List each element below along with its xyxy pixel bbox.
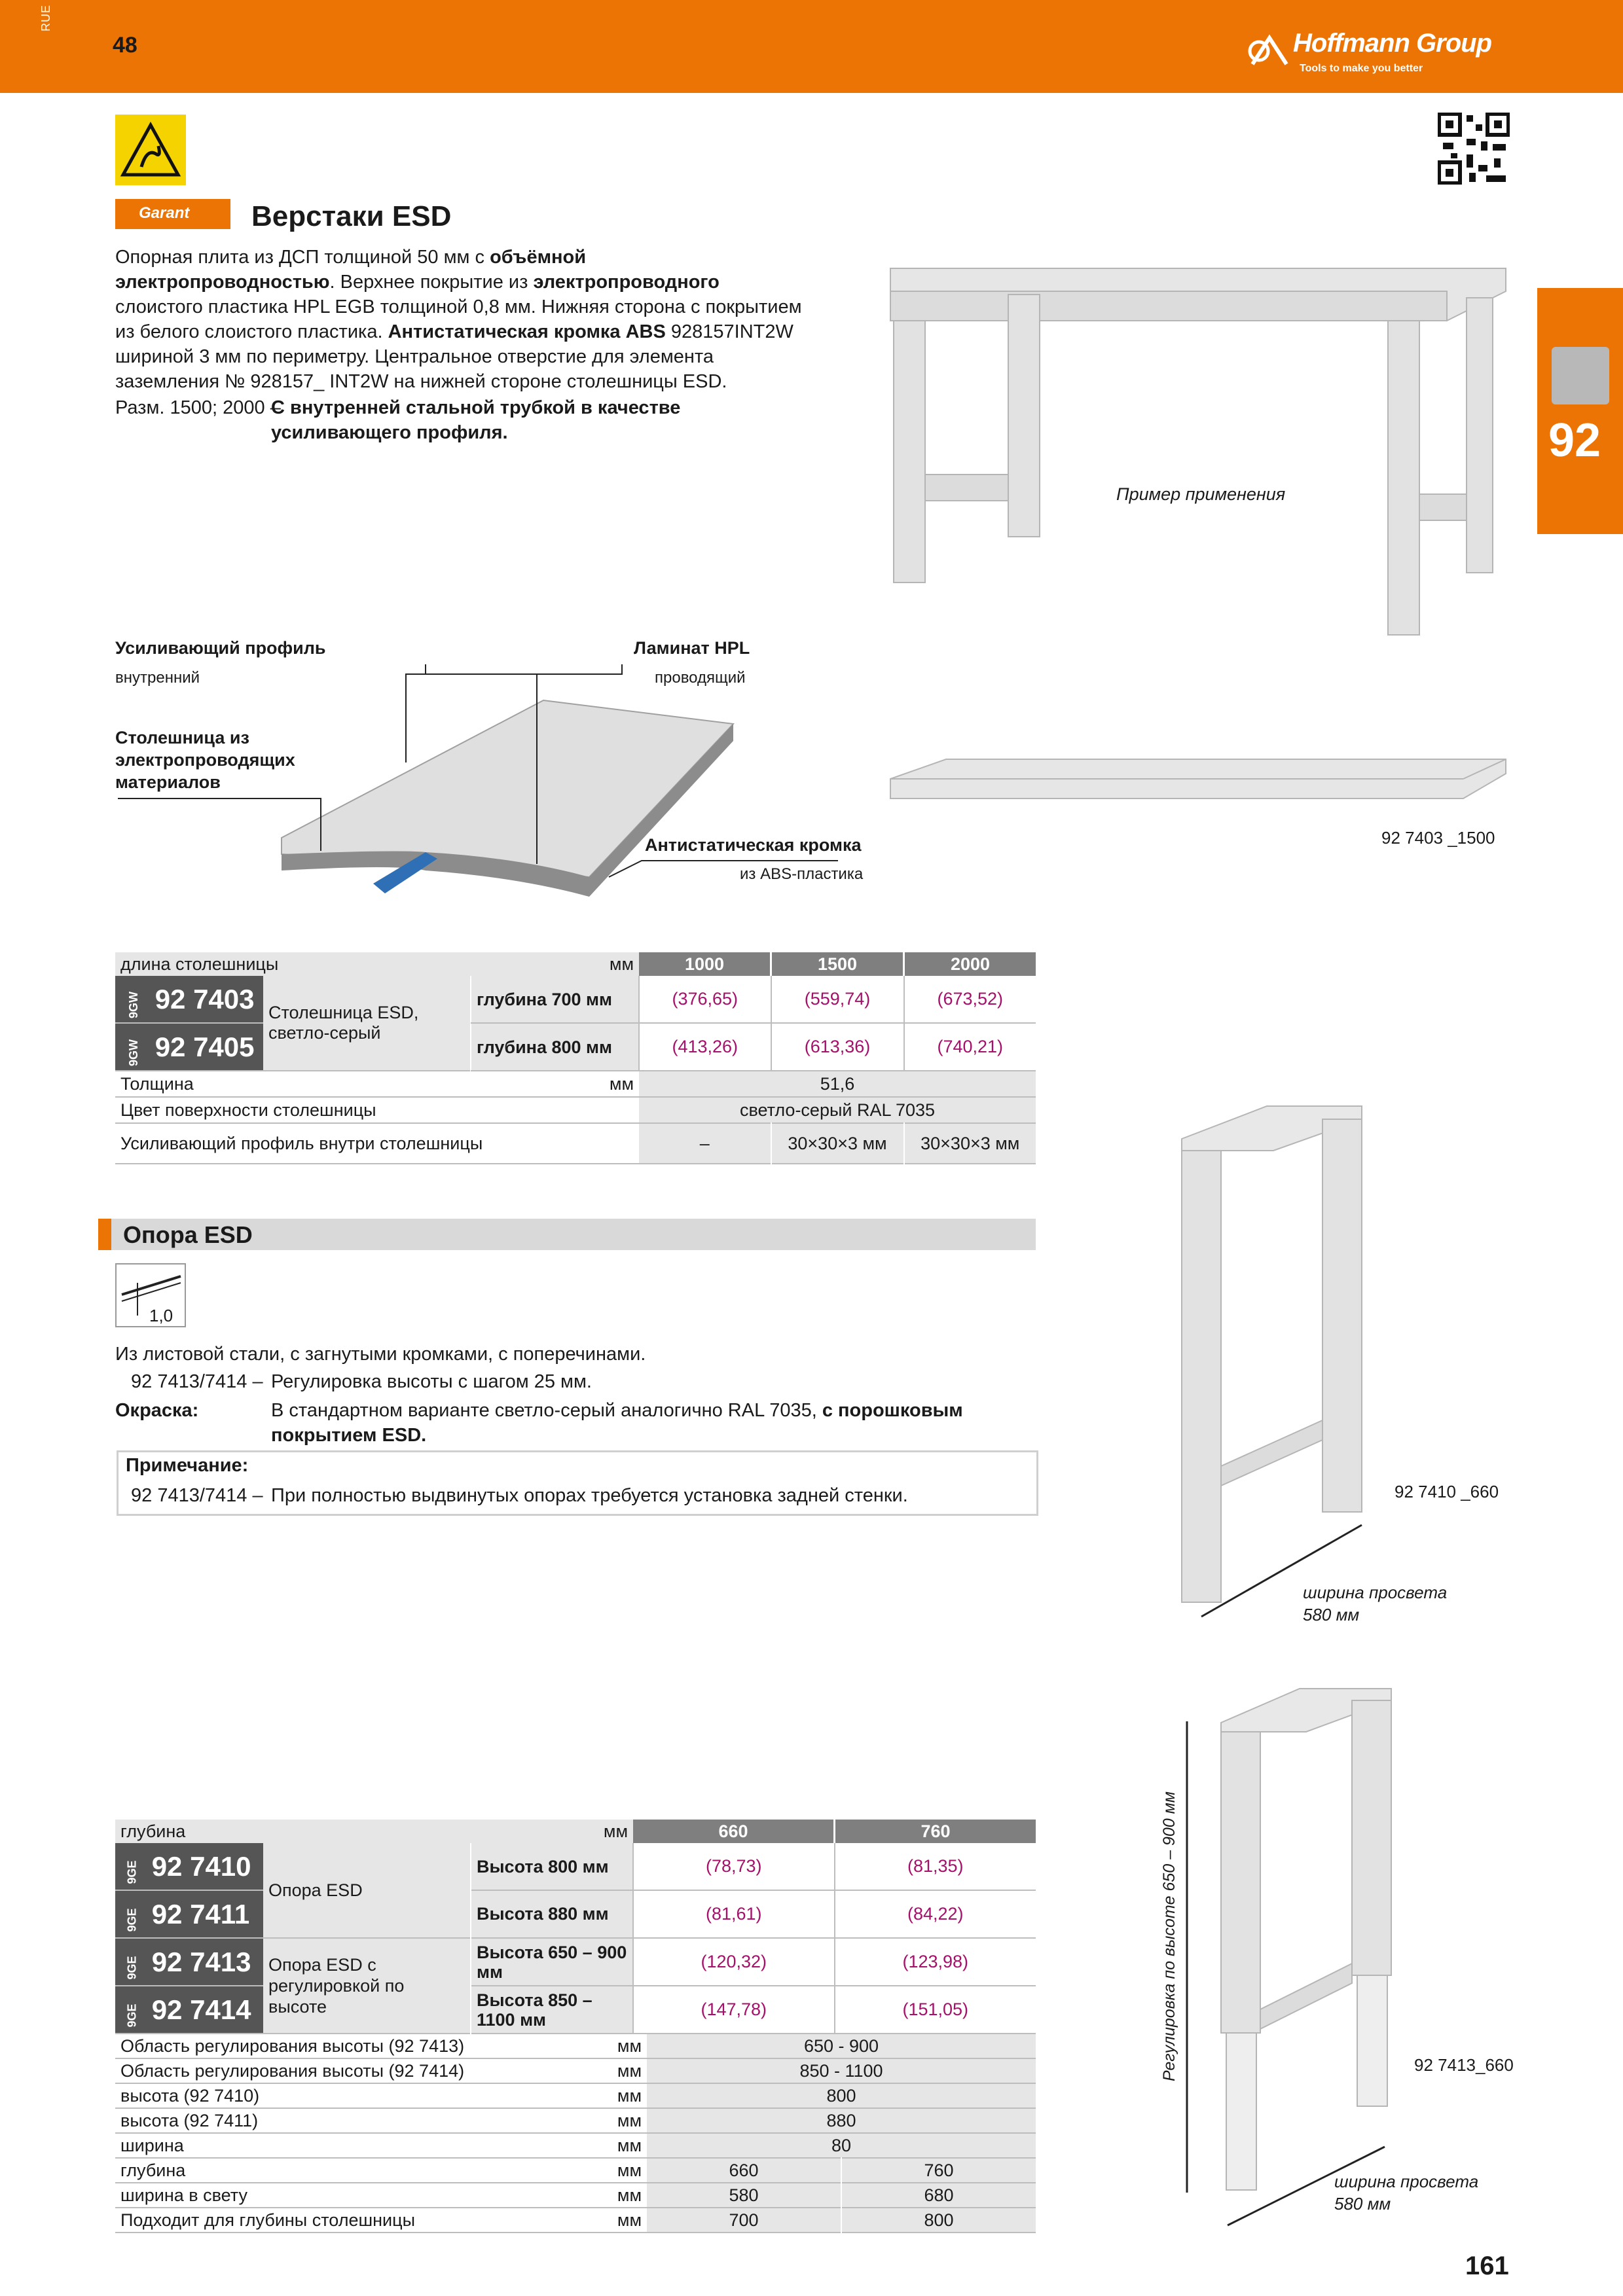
table2-spec: Высота 800 мм: [471, 1843, 633, 1890]
prop-row: [115, 2083, 1036, 2108]
support-adj-label: 92 7413/7414 –: [131, 1371, 263, 1392]
prop-unit: мм: [617, 2185, 642, 2205]
prop-row: [115, 2158, 1036, 2183]
table1-spec: глубина 800 мм: [471, 1023, 639, 1071]
example-caption: Пример применения: [1116, 484, 1286, 504]
prop-unit: мм: [617, 2160, 642, 2180]
price-cell: (78,73): [633, 1843, 835, 1890]
support-image-1-width: ширина просвета: [1303, 1583, 1448, 1602]
prop-unit: мм: [617, 2060, 642, 2081]
prop-label: ширина в свету: [120, 2185, 247, 2205]
table-row: 9GE 92 7414: [115, 1986, 263, 2034]
table2-desc: Опора ESD с регулировкой по высоте: [263, 1938, 471, 2034]
prop-unit: мм: [617, 2036, 642, 2056]
table-row: 9GW 92 7405: [115, 1023, 263, 1071]
sheet-thickness-value: 1,0: [149, 1306, 173, 1325]
price-cell: (81,35): [835, 1843, 1036, 1890]
table1-spec: глубина 700 мм: [471, 976, 639, 1023]
price-cell: (559,74): [771, 976, 904, 1023]
table-row: 9GE 92 7410: [115, 1843, 263, 1890]
workbench-description: [115, 245, 809, 394]
price-cell: (376,65): [639, 976, 771, 1023]
esd-warning-icon: [115, 115, 186, 185]
prop-value: 680: [841, 2183, 1036, 2208]
prop-row: [115, 2183, 1036, 2208]
paint-label: Окраска:: [115, 1400, 199, 1421]
prop-value: 850 - 1100: [647, 2058, 1036, 2083]
price-cell: (120,32): [633, 1938, 835, 1986]
table2-col-660: 660: [633, 1820, 835, 1843]
prop-value: 800: [841, 2208, 1036, 2233]
prop-label: Область регулирования высоты (92 7414): [120, 2060, 465, 2081]
prop-value: 660: [647, 2158, 841, 2183]
hoffmann-logo-icon: [1247, 34, 1293, 67]
prop-value: 580: [647, 2183, 841, 2208]
note-text: При полностью выдвинутых опорах требуется установка задней стенки.: [271, 1485, 908, 1506]
qr-code-icon: [1438, 113, 1510, 185]
size-text: С внутренней стальной трубкой в качестве усиливающего профиля.: [271, 397, 681, 443]
table2-spec: Высота 850 – 1100 мм: [471, 1986, 633, 2034]
price-cell: (151,05): [835, 1986, 1036, 2034]
table2-desc: Опора ESD: [263, 1843, 471, 1938]
table1-col-1500: 1500: [771, 952, 904, 976]
tabletop-caption: 92 7403 _1500: [1381, 828, 1495, 848]
support-props-table: [115, 2034, 1036, 2233]
table1-col-1000: 1000: [639, 952, 771, 976]
description-run: Опорная плита из ДСП толщиной 50 мм с: [115, 247, 490, 268]
workbench-image: [884, 259, 1512, 645]
description-run: объёмной электропроводностью: [115, 247, 587, 293]
note-title: Примечание:: [126, 1455, 249, 1476]
prop-row: [115, 2108, 1036, 2133]
prop-value: 30×30×3 мм: [904, 1123, 1036, 1164]
size-label: Разм. 1500; 2000 –: [115, 397, 281, 418]
prop-value: светло-серый RAL 7035: [639, 1097, 1036, 1123]
diagram-label-tabletop: Столешница из электропроводящих материалов: [115, 728, 295, 792]
paint-text: В стандартном варианте светло-серый аналогично RAL 7035, с порошковым покрытием ESD.: [271, 1400, 963, 1446]
tabletop-table: [115, 952, 1036, 1164]
prop-label: ширина: [120, 2135, 184, 2155]
support-image-2-height: Регулировка по высоте 650 – 900 мм: [1160, 1791, 1178, 2081]
support-image-2-width: ширина просвета: [1334, 2172, 1479, 2191]
description-run: . Верхнее покрытие из: [329, 272, 534, 293]
table-row: 9GW 92 7403: [115, 976, 263, 1023]
brand-name: Hoffmann Group: [1293, 29, 1492, 58]
table-row: 9GE 92 7413: [115, 1938, 263, 1986]
prop-unit: мм: [617, 2110, 642, 2130]
prop-row: [115, 2208, 1036, 2233]
prop-value: 880: [647, 2108, 1036, 2133]
tabletop-image: [887, 754, 1509, 806]
support-table: [115, 1820, 1036, 2233]
prop-value: 700: [647, 2208, 841, 2233]
prop-value: 30×30×3 мм: [771, 1123, 904, 1164]
support-intro: Из листовой стали, с загнутыми кромками, с поперечинами.: [115, 1344, 646, 1365]
page-number-top: 48: [113, 33, 137, 58]
prop-label: Подходит для глубины столешницы: [120, 2210, 415, 2230]
description-run: Антистатическая кромка ABS: [388, 321, 666, 342]
diagram-label-profile: Усиливающий профиль: [115, 638, 326, 658]
prop-unit: мм: [617, 2135, 642, 2155]
support-image-1-width2: 580 мм: [1303, 1605, 1360, 1624]
diagram-label-edge: Антистатическая кромка: [645, 835, 862, 855]
price-cell: (84,22): [835, 1890, 1036, 1938]
diagram-label-hpl-sub: проводящий: [655, 669, 746, 687]
prop-label: Усиливающий профиль внутри столешницы: [120, 1133, 483, 1153]
support-section-title: Опора ESD: [123, 1221, 253, 1248]
table1-header-unit: мм: [471, 952, 639, 976]
support-image-1: [1175, 1100, 1378, 1623]
prop-value: 80: [647, 2133, 1036, 2158]
prop-label: Толщина: [120, 1073, 194, 1094]
diagram-label-hpl: Ламинат HPL: [634, 638, 750, 658]
table2-spec: Высота 650 – 900 мм: [471, 1938, 633, 1986]
table1-desc: Столешница ESD, светло-серый: [263, 976, 471, 1071]
chapter-tab[interactable]: [1537, 288, 1623, 534]
price-cell: (613,36): [771, 1023, 904, 1071]
price-cell: (123,98): [835, 1938, 1036, 1986]
price-cell: (413,26): [639, 1023, 771, 1071]
prop-row: [115, 2058, 1036, 2083]
prop-label: глубина: [120, 2160, 186, 2180]
garant-logo: Garant: [115, 199, 230, 229]
prop-value: 51,6: [639, 1071, 1036, 1097]
diagram-label-edge-sub: из ABS-пластика: [740, 865, 864, 883]
brand-tagline: Tools to make you better: [1300, 63, 1423, 74]
prop-value: 760: [841, 2158, 1036, 2183]
prop-label: Область регулирования высоты (92 7413): [120, 2036, 465, 2056]
prop-value: –: [639, 1123, 771, 1164]
table2-spec: Высота 880 мм: [471, 1890, 633, 1938]
table2-header-label: глубина: [115, 1820, 471, 1843]
description-run: электропроводного: [533, 272, 720, 293]
note-label: 92 7413/7414 –: [131, 1485, 263, 1506]
support-image-1-caption: 92 7410 _660: [1395, 1482, 1499, 1501]
support-adj-text: Регулировка высоты с шагом 25 мм.: [271, 1371, 592, 1392]
price-cell: (81,61): [633, 1890, 835, 1938]
prop-value: 650 - 900: [647, 2034, 1036, 2058]
prop-label: высота (92 7410): [120, 2085, 260, 2106]
table-row: 9GE 92 7411: [115, 1890, 263, 1938]
prop-label: Цвет поверхности столешницы: [120, 1100, 376, 1120]
description-run: слоистого пластика HPL EGB толщиной 0,8 мм. Нижняя сторона с покрытием из белого слоистого пластика.: [115, 296, 802, 342]
description-run: 928157INT2W шириной 3 мм по периметру. Центральное отверстие для элемента заземления № 928157_ INT2W на нижней стороне столешницы ESD.: [115, 321, 793, 392]
price-cell: (740,21): [904, 1023, 1036, 1071]
price-cell: (147,78): [633, 1986, 835, 2034]
prop-value: 800: [647, 2083, 1036, 2108]
table2-header-unit: мм: [471, 1820, 633, 1843]
prop-row: [115, 2034, 1036, 2058]
support-image-2-caption: 92 7413_660: [1414, 2055, 1514, 2075]
page-number-bottom: 161: [1465, 2251, 1509, 2280]
prop-label: высота (92 7411): [120, 2110, 259, 2130]
chapter-number: 92: [1548, 414, 1601, 467]
language-code: RUE: [39, 4, 52, 31]
table1-header-label: длина столешницы: [115, 952, 471, 976]
section-title-workbench: Верстаки ESD: [251, 200, 452, 232]
workbench-icon: [1552, 347, 1609, 404]
prop-unit: мм: [609, 1073, 634, 1094]
diagram-label-profile-sub: внутренний: [115, 669, 200, 687]
prop-row: [115, 2133, 1036, 2158]
prop-unit: мм: [617, 2210, 642, 2230]
prop-unit: мм: [617, 2085, 642, 2106]
support-image-2: [1175, 1682, 1398, 2238]
price-cell: (673,52): [904, 976, 1036, 1023]
table2-col-760: 760: [835, 1820, 1036, 1843]
table1-col-2000: 2000: [904, 952, 1036, 976]
section-accent: [98, 1219, 111, 1250]
support-image-2-width2: 580 мм: [1334, 2194, 1391, 2214]
